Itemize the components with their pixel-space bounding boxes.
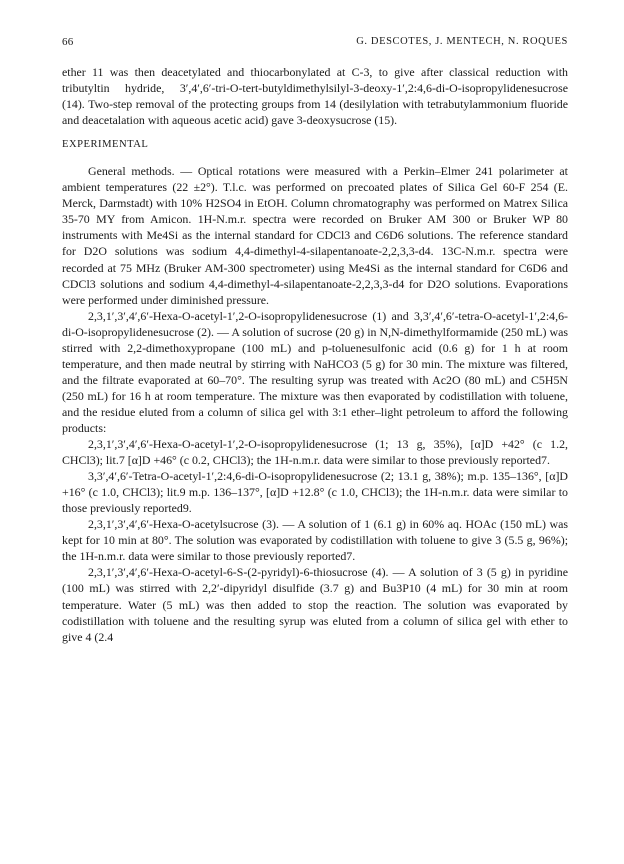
intro-paragraph: ether 11 was then deacetylated and thiocarbonylated at C-3, to give after classical reduction with tributyltin hydride, 3′,4′,6′-tri-O-tert-butyldimethylsilyl-3-deoxy-1′,2:4,6-di-O-isopropylidenesucrose (14). Two-step removal of the protecting groups from 14 (desilylation with tetrabutylammonium fluoride and deacetalation with aqueous acetic acid) gave 3-deoxysucrose (15).: [62, 65, 568, 128]
compound-1-paragraph: 2,3,1′,3′,4′,6′-Hexa-O-acetyl-1′,2-O-isopropylidenesucrose (1; 13 g, 35%), [α]D +42° (c 1.2, CHCl3); lit.7 [α]D +46° (c 0.2, CHCl3); the 1H-n.m.r. data were similar to those previously reported7.: [62, 437, 568, 468]
compound-2-paragraph: 3,3′,4′,6′-Tetra-O-acetyl-1′,2:4,6-di-O-isopropylidenesucrose (2; 13.1 g, 38%); m.p. 135–136°, [α]D +16° (c 1.0, CHCl3); lit.9 m.p. 136–137°, [α]D +12.8° (c 1.0, CHCl3); the 1H-n.m.r. data were similar to those previously reported9.: [62, 469, 568, 516]
page-header: [62, 36, 568, 52]
running-head: G. DESCOTES, J. MENTECH, N. ROQUES: [356, 36, 568, 47]
section-heading: EXPERIMENTAL: [62, 139, 149, 151]
page-number: 66: [62, 36, 74, 48]
body-text: [62, 64, 568, 645]
compound-3-paragraph: 2,3,1′,3′,4′,6′-Hexa-O-acetylsucrose (3). — A solution of 1 (6.1 g) in 60% aq. HOAc (150 mL) was kept for 10 min at 80°. The solution was evaporated by codistillation with toluene to give 3 (5.5 g, 96%); the 1H-n.m.r. data were similar to those previously reported7.: [62, 517, 568, 564]
compounds-1-2-paragraph: 2,3,1′,3′,4′,6′-Hexa-O-acetyl-1′,2-O-isopropylidenesucrose (1) and 3,3′,4′,6′-tetra-O-acetyl-1′,2:4,6-di-O-isopropylidenesucrose (2). — A solution of sucrose (20 g) in N,N-dimethylformamide (250 mL) was stirred with 2,2-dimethoxypropane (100 mL) and p-toluenesulfonic acid (0.6 g) for 1 h at room temperature, and then made neutral by stirring with NaHCO3 (5 g) for 30 min. The mixture was filtered, and the filtrate evaporated at 60–70°. The resulting syrup was treated with Ac2O (80 mL) and C5H5N (250 mL) for 16 h at room temperature. The mixture was then evaporated by codistillation with toluene, and the residue eluted from a column of silica gel with 3:1 ether–light petroleum to afford the following products:: [62, 308, 568, 435]
compound-4-paragraph: 2,3,1′,3′,4′,6′-Hexa-O-acetyl-6-S-(2-pyridyl)-6-thiosucrose (4). — A solution of 3 (5 g) in pyridine (100 mL) was stirred with 2,2′-dipyridyl disulfide (3.7 g) and Bu3P10 (4 mL) for 30 min at room temperature. Water (5 mL) was then added to stop the reaction. The solution was evaporated by codistillation with toluene and the resulting syrup was eluted from a column of silica gel with ether to give 4 (2.4: [62, 565, 568, 644]
general-methods-paragraph: General methods. — Optical rotations were measured with a Perkin–Elmer 241 polarimeter at ambient temperatures (22 ±2°). T.l.c. was performed on precoated plates of Silica Gel 60-F 254 (E. Merck, Darmstadt) with 10% H2SO4 in EtOH. Column chromatography was performed on Matrex Silica 35-70 MY from Amicon. 1H-N.m.r. spectra were recorded on Bruker AM 300 or Bruker WP 80 instruments with Me4Si as the internal standard for CDCl3 and C6D6 solutions. The reference standard for D2O solutions was sodium 4,4-dimethyl-4-silapentanoate-2,2,3,3-d4. 13C-N.m.r. spectra were recorded at 75 MHz (Bruker AM-300 spectrometer) using Me4Si as the internal standard for C6D6 and CDCl3 solutions and sodium 4,4-dimethyl-4-silapentanoate-2,2,3,3-d4 for D2O solutions. Evaporations were performed under diminished pressure.: [62, 164, 568, 307]
